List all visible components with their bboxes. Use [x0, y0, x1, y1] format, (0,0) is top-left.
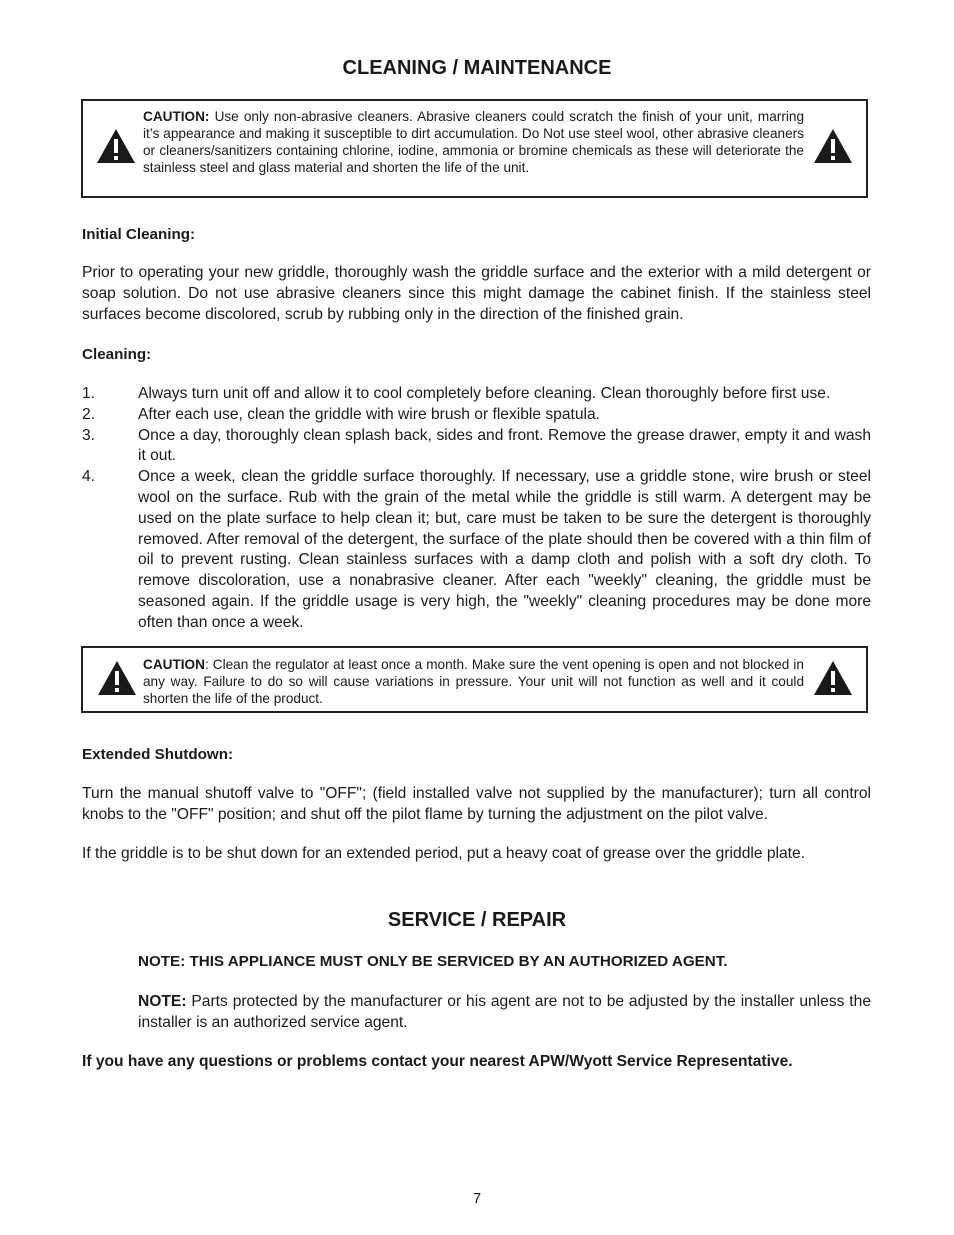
step-text: After each use, clean the griddle with wire brush or flexible spatula. — [138, 405, 600, 423]
shutdown-grease-paragraph: If the griddle is to be shut down for an extended period, put a heavy coat of grease over the griddle plate. — [82, 845, 805, 862]
caution-text — [143, 656, 804, 707]
caution-text — [143, 108, 804, 176]
warning-triangle-icon — [97, 660, 137, 696]
step-text: Once a week, clean the griddle surface thoroughly. If necessary, use a griddle stone, wire brush or steel wool on the surface. Rub with the grain of the metal while the griddle is still warm. A detergent may be used on the plate surface to help clean it; but, care must be taken to be sure the detergent is thoroughly removed. After removal of the detergent, the surface of the plate should then be covered with a thin film of oil to prevent rusting. Clean stainless surfaces with a damp cloth and polish with a soft dry cloth. To remove discoloration, use a nonabrasive cleaner. After each "weekly" cleaning, the griddle must be seasoned again. If the griddle usage is very high, the "weekly" cleaning procedures may be done more often than once a week. — [138, 468, 871, 631]
step-text: Once a day, thoroughly clean splash back, sides and front. Remove the grease drawer, empty it and wash it out. — [138, 426, 871, 465]
page-number: 7 — [472, 1191, 482, 1207]
service-note-authorized: NOTE: THIS APPLIANCE MUST ONLY BE SERVICED BY AN AUTHORIZED AGENT. — [138, 953, 728, 970]
service-note-parts — [138, 992, 871, 1034]
step-number: 4. — [82, 468, 96, 486]
note-label: NOTE: — [138, 993, 187, 1010]
service-title: SERVICE / REPAIR — [387, 909, 567, 931]
note-text: Parts protected by the manufacturer or his agent are not to be adjusted by the installer unless the installer is an authorized service agent. — [138, 993, 871, 1031]
page-title: CLEANING / MAINTENANCE — [342, 57, 612, 79]
caution-label: CAUTION: — [143, 109, 210, 124]
caution-box-regulator — [81, 646, 868, 713]
service-contact-line: If you have any questions or problems contact your nearest APW/Wyott Service Representative. — [82, 1053, 793, 1070]
list-item — [82, 384, 871, 405]
warning-triangle-icon — [96, 128, 136, 164]
caution-box-cleaners — [81, 99, 868, 198]
list-item — [82, 405, 871, 426]
list-item — [82, 467, 871, 633]
step-text: Always turn unit off and allow it to cool completely before cleaning. Clean thoroughly before first use. — [138, 385, 831, 402]
extended-shutdown-heading: Extended Shutdown: — [82, 746, 234, 763]
warning-triangle-icon — [813, 128, 853, 164]
cleaning-steps-list — [82, 384, 871, 634]
warning-triangle-icon — [813, 660, 853, 696]
initial-cleaning-paragraph: Prior to operating your new griddle, thoroughly wash the griddle surface and the exterior with a mild detergent or soap solution. Do not use abrasive cleaners since this might damage the cabinet finish. If the stainless steel surfaces become discolored, scrub by rubbing only in the direction of the finished grain. — [82, 264, 871, 323]
step-number: 1. — [82, 385, 96, 402]
caution-label: CAUTION — [143, 657, 205, 672]
cleaning-heading: Cleaning: — [82, 346, 152, 363]
step-number: 2. — [82, 405, 96, 423]
initial-cleaning-heading: Initial Cleaning: — [82, 226, 196, 243]
caution-message: : Clean the regulator at least once a month. Make sure the vent opening is open and not blocked in any way. Failure to do so will cause variations in pressure. Your unit will not function as well and it could shorten the life of the product. — [143, 657, 804, 706]
step-number: 3. — [82, 426, 96, 444]
list-item — [82, 426, 871, 468]
shutdown-paragraph: Turn the manual shutoff valve to "OFF"; (field installed valve not supplied by the manufacturer); turn all control knobs to the "OFF" position; and shut off the pilot flame by turning the adjustment on the pilot valve. — [82, 785, 871, 823]
caution-message: Use only non-abrasive cleaners. Abrasive cleaners could scratch the finish of your unit, marring it’s appearance and making it susceptible to dirt accumulation. Do Not use steel wool, other abrasive cleaners or cleaners/sanitizers containing chlorine, iodine, ammonia or bromine chemicals as these will deteriorate the stainless steel and glass material and shorten the life of the unit. — [143, 109, 804, 175]
